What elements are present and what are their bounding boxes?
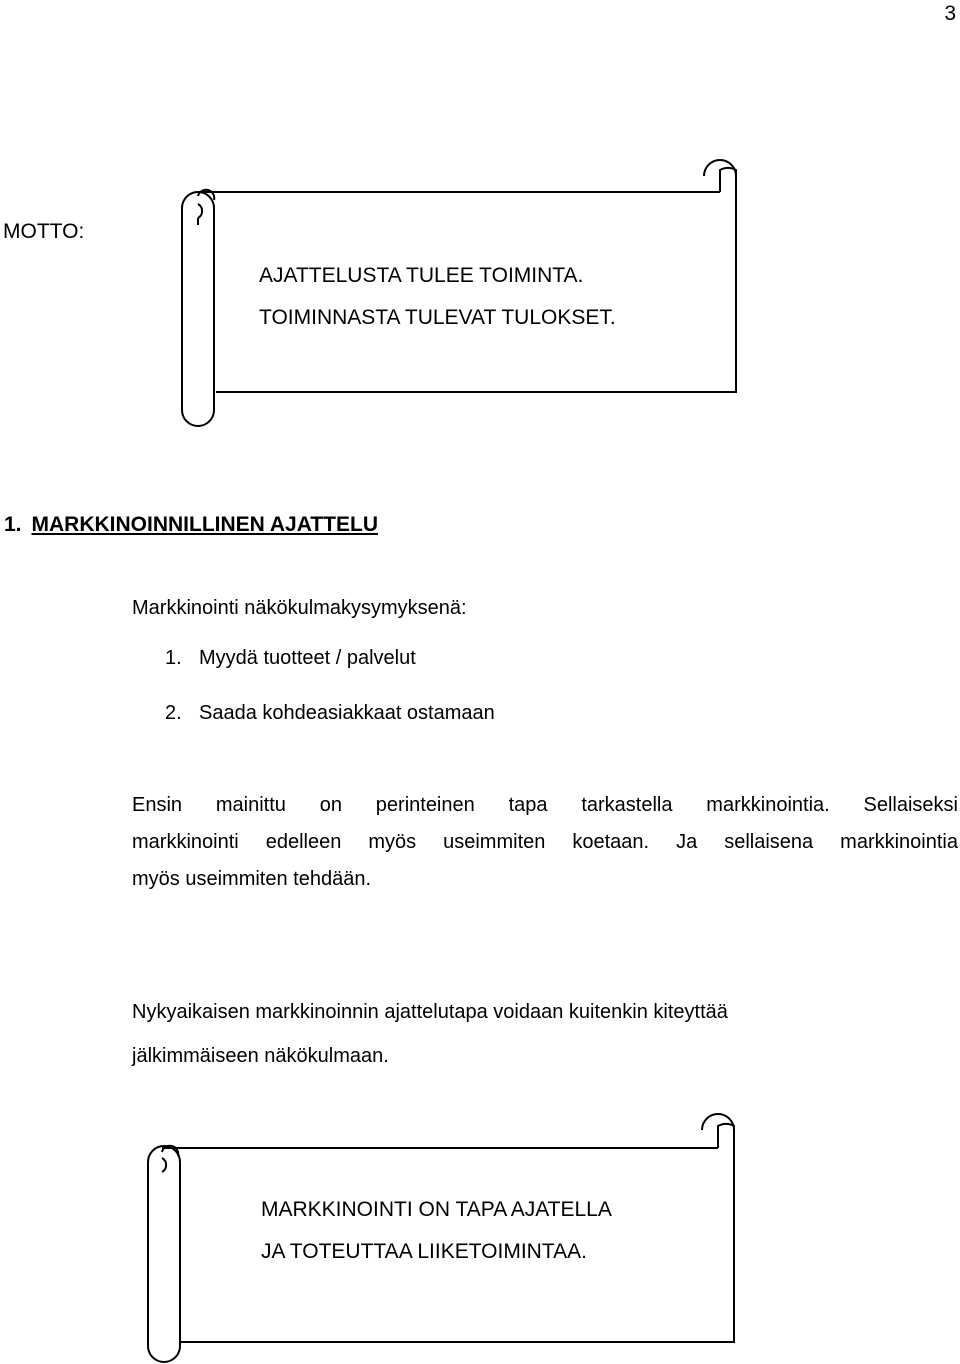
page-number: 3 (944, 2, 956, 25)
list-item: 1. Myydä tuotteet / palvelut (165, 647, 416, 669)
section-title: MARKKINOINNILLINEN AJATTELU (31, 513, 378, 536)
paragraph-2: Nykyaikaisen markkinoinnin ajattelutapa voidaan kuitenkin kiteyttää jälkimmäiseen näkökulmaan. (132, 1001, 728, 1067)
viewpoint-list (165, 647, 495, 757)
paragraph-1: Ensin mainittu on perinteinen tapa tarkastella markkinointia. Sellaiseksi markkinointi edelleen myös useimmiten koetaan. Ja sellaisena markkinointia myös useimmiten tehdään. (132, 794, 958, 890)
motto-label: MOTTO: (3, 220, 85, 243)
list-item: 2. Saada kohdeasiakkaat ostamaan (165, 702, 495, 724)
section-number: 1. (4, 513, 22, 536)
section-intro: Markkinointi näkökulmakysymyksenä: (132, 597, 467, 619)
section-heading (4, 513, 378, 537)
motto-line-2: TOIMINNASTA TULEVAT TULOKSET. (259, 306, 616, 329)
motto-line-1: AJATTELUSTA TULEE TOIMINTA. (259, 264, 584, 287)
closing-line-2: JA TOTEUTTAA LIIKETOIMINTAA. (261, 1240, 587, 1263)
closing-line-1: MARKKINOINTI ON TAPA AJATELLA (261, 1198, 612, 1221)
